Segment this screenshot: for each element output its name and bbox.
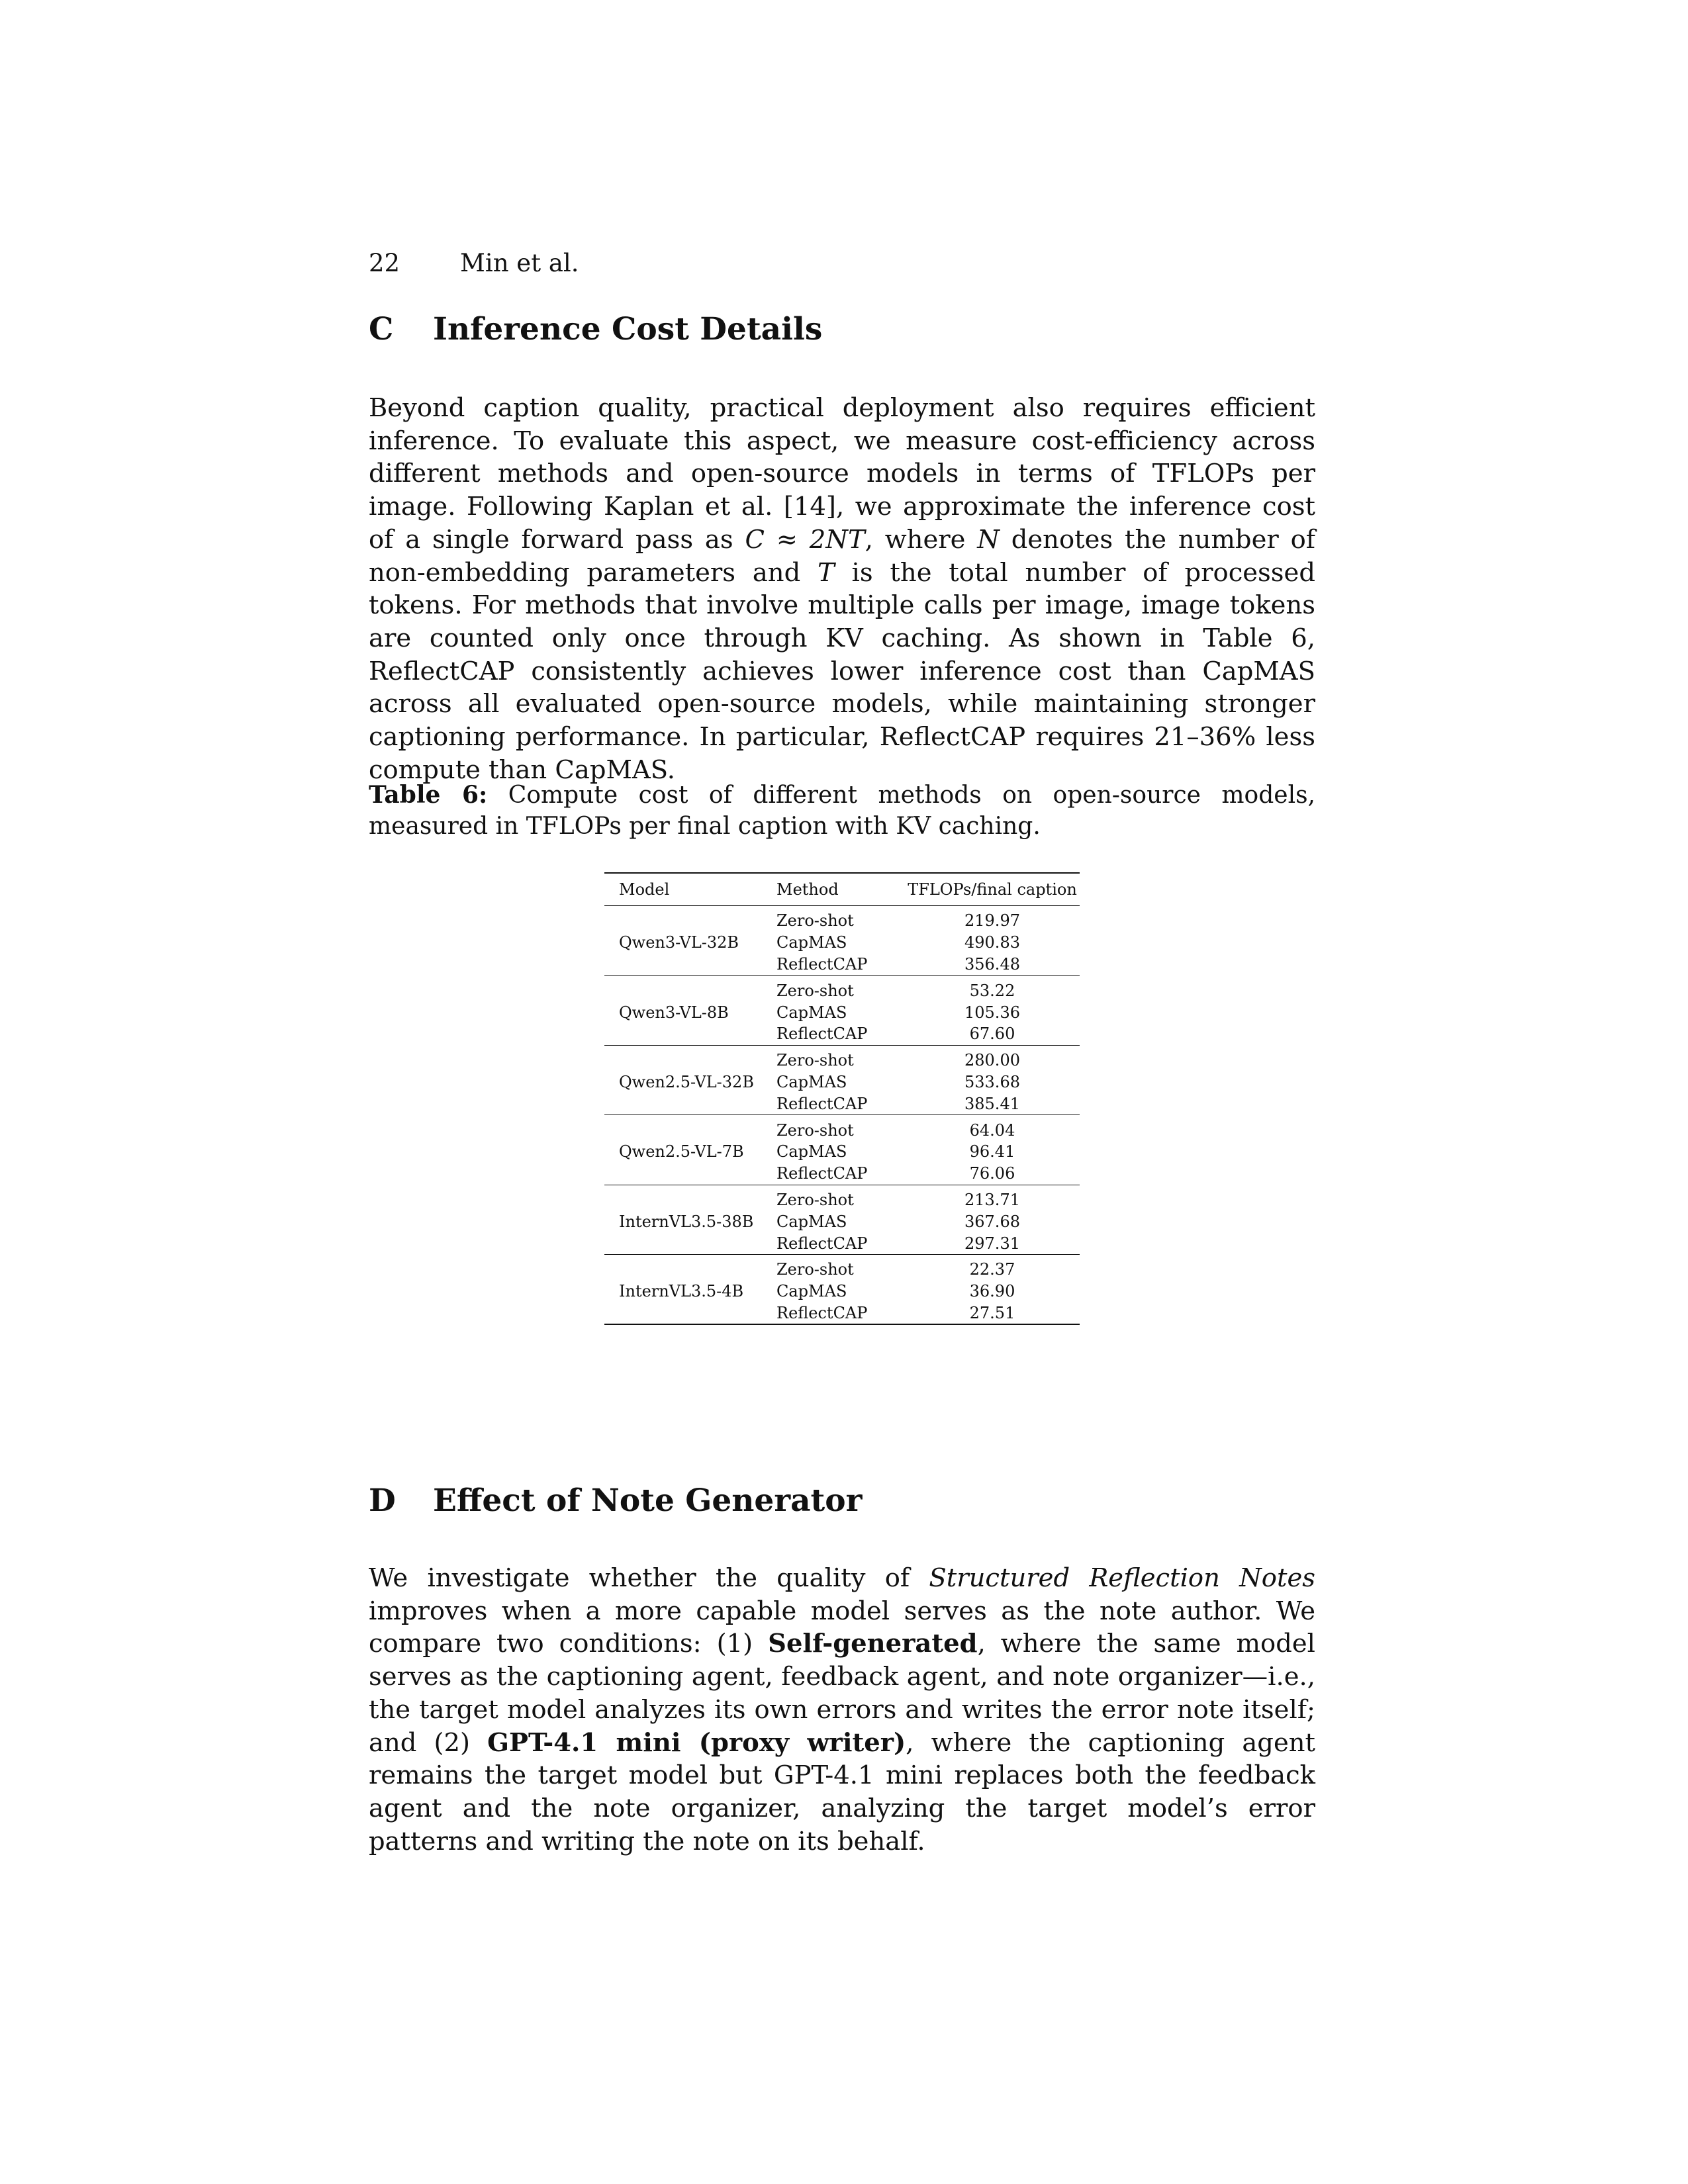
cost-formula: C ≈ 2NT — [745, 524, 865, 555]
tflops-cell: 64.04 — [969, 1120, 1015, 1140]
tflops-cell: 356.48 — [905, 954, 1080, 976]
table-row — [604, 1115, 1080, 1141]
table-row — [604, 932, 1080, 954]
method-cell: Zero-shot — [776, 1051, 854, 1070]
table-row — [604, 976, 1080, 1001]
running-title: Min et al. — [460, 249, 579, 277]
section-d-paragraph — [369, 1562, 1315, 1858]
table-row — [604, 1210, 1080, 1232]
text-run: We investigate whether the quality of — [369, 1563, 929, 1593]
tflops-cell: 22.37 — [969, 1260, 1015, 1279]
tflops-cell: 27.51 — [969, 1303, 1015, 1322]
table-row — [604, 1023, 1080, 1045]
column-header-model: Model — [604, 873, 762, 906]
method-cell: ReflectCAP — [762, 1023, 905, 1045]
column-header-tflops: TFLOPs/final caption — [905, 873, 1080, 906]
method-cell: CapMAS — [776, 1282, 847, 1301]
table-row — [604, 1185, 1080, 1210]
method-cell: ReflectCAP — [762, 1093, 905, 1115]
method-cell: Zero-shot — [776, 1190, 854, 1209]
text-run: Beyond caption quality, practical deployment also requires efficient inference. To evaluate this aspect, we measure cost-efficiency across different methods and open-source models in terms of TFLOPs per image. Following Kaplan et al. [14], we approximate the inference cost of a single forward pass as — [369, 393, 1315, 555]
tflops-cell: 490.83 — [964, 933, 1020, 952]
tflops-cell: 67.60 — [905, 1023, 1080, 1045]
table-header-row — [604, 873, 1080, 906]
tflops-cell: 385.41 — [905, 1093, 1080, 1115]
text-run: , where the same model serves as the captioning agent, feedback agent, and note organizer—i.e., the target model analyzes its own errors and writes the error note itself; and (2) — [369, 1629, 1315, 1758]
tflops-cell: 53.22 — [969, 981, 1015, 1000]
method-cell: ReflectCAP — [762, 1163, 905, 1185]
table-row — [604, 1093, 1080, 1115]
method-cell: CapMAS — [776, 933, 847, 952]
method-cell: ReflectCAP — [776, 1303, 868, 1322]
model-cell: InternVL3.5-4B — [619, 1282, 744, 1301]
method-cell: CapMAS — [776, 1142, 847, 1161]
model-cell — [604, 1045, 762, 1071]
model-cell — [604, 1254, 762, 1280]
table-6-caption — [369, 780, 1315, 842]
section-c-heading — [369, 311, 822, 348]
model-cell — [604, 976, 762, 1001]
tflops-cell: 367.68 — [964, 1212, 1020, 1231]
method-cell: ReflectCAP — [762, 1232, 905, 1254]
model-cell: Qwen3-VL-32B — [619, 933, 739, 952]
table-row — [604, 1001, 1080, 1023]
table-body — [604, 906, 1080, 1325]
page-number: 22 — [369, 249, 400, 277]
table-row — [604, 1141, 1080, 1163]
text-run: , where — [865, 524, 978, 555]
tflops-cell: 213.71 — [964, 1190, 1020, 1209]
tflops-cell: 36.90 — [969, 1282, 1015, 1301]
section-d-letter: D — [369, 1482, 396, 1519]
model-cell — [604, 1023, 762, 1045]
running-header — [369, 249, 579, 278]
column-header-method: Method — [762, 873, 905, 906]
variable-n: N — [977, 524, 1000, 555]
method-cell: CapMAS — [776, 1212, 847, 1231]
table-row — [604, 1163, 1080, 1185]
method-cell: Zero-shot — [776, 981, 854, 1000]
tflops-cell: 76.06 — [905, 1163, 1080, 1185]
method-cell: ReflectCAP — [762, 954, 905, 976]
tflops-cell: 280.00 — [964, 1051, 1020, 1070]
method-cell: CapMAS — [776, 1072, 847, 1091]
table-6 — [604, 872, 1080, 1325]
model-cell — [604, 1302, 762, 1325]
model-cell — [604, 1163, 762, 1185]
table-6-label: Table 6: — [369, 781, 488, 809]
model-cell — [604, 1093, 762, 1115]
method-cell: CapMAS — [776, 1003, 847, 1022]
method-cell: Zero-shot — [776, 911, 854, 931]
section-c-letter: C — [369, 311, 394, 347]
method-cell: Zero-shot — [776, 1260, 854, 1279]
tflops-cell: 533.68 — [964, 1072, 1020, 1091]
model-cell: Qwen2.5-VL-32B — [619, 1072, 754, 1091]
table-row — [604, 1281, 1080, 1302]
section-d-title: Effect of Note Generator — [433, 1482, 863, 1519]
table-row — [604, 1254, 1080, 1280]
table-row — [604, 1071, 1080, 1093]
table-6-caption-text: Compute cost of different methods on open-source models, measured in TFLOPs per final caption with KV caching. — [369, 782, 1315, 840]
model-cell: Qwen2.5-VL-7B — [619, 1142, 744, 1161]
proxy-writer-term: GPT-4.1 mini (proxy writer) — [487, 1727, 906, 1758]
table-row — [604, 954, 1080, 976]
method-cell: Zero-shot — [776, 1120, 854, 1140]
model-cell — [604, 906, 762, 932]
tflops-cell: 219.97 — [964, 911, 1020, 931]
tflops-cell: 297.31 — [905, 1232, 1080, 1254]
section-c-paragraph — [369, 392, 1315, 786]
model-cell — [604, 954, 762, 976]
table-row — [604, 1045, 1080, 1071]
section-c-title: Inference Cost Details — [433, 311, 823, 347]
table-row — [604, 906, 1080, 932]
structured-reflection-notes-term: Structured Reflection Notes — [929, 1563, 1315, 1593]
table-row — [604, 1302, 1080, 1325]
tflops-cell: 105.36 — [964, 1003, 1020, 1022]
model-cell — [604, 1115, 762, 1141]
model-cell: Qwen3-VL-8B — [619, 1003, 729, 1022]
text-run: , where the captioning agent remains the target model but GPT-4.1 mini replaces both the feedback agent and the note organizer, analyzing the target model’s error patterns and writing the note on its behalf. — [369, 1727, 1315, 1856]
tflops-cell: 96.41 — [969, 1142, 1015, 1161]
section-d-heading — [369, 1482, 862, 1520]
self-generated-term: Self-generated — [768, 1629, 978, 1659]
text-run: improves when a more capable model serves as the note author. We compare two conditions: (1) — [369, 1596, 1315, 1659]
model-cell — [604, 1185, 762, 1210]
model-cell — [604, 1232, 762, 1254]
variable-t: T — [818, 557, 835, 588]
text-run: denotes the number of non-embedding parameters and — [369, 524, 1315, 588]
model-cell: InternVL3.5-38B — [619, 1212, 754, 1231]
text-run: is the total number of processed tokens. For methods that involve multiple calls per image, image tokens are counted only once through KV caching. As shown in Table 6, ReflectCAP consistently achieves lower inference cost than CapMAS across all evaluated open-source models, while maintaining stronger captioning performance. In particular, ReflectCAP requires 21–36% less compute than CapMAS. — [369, 557, 1315, 785]
table-row — [604, 1232, 1080, 1254]
